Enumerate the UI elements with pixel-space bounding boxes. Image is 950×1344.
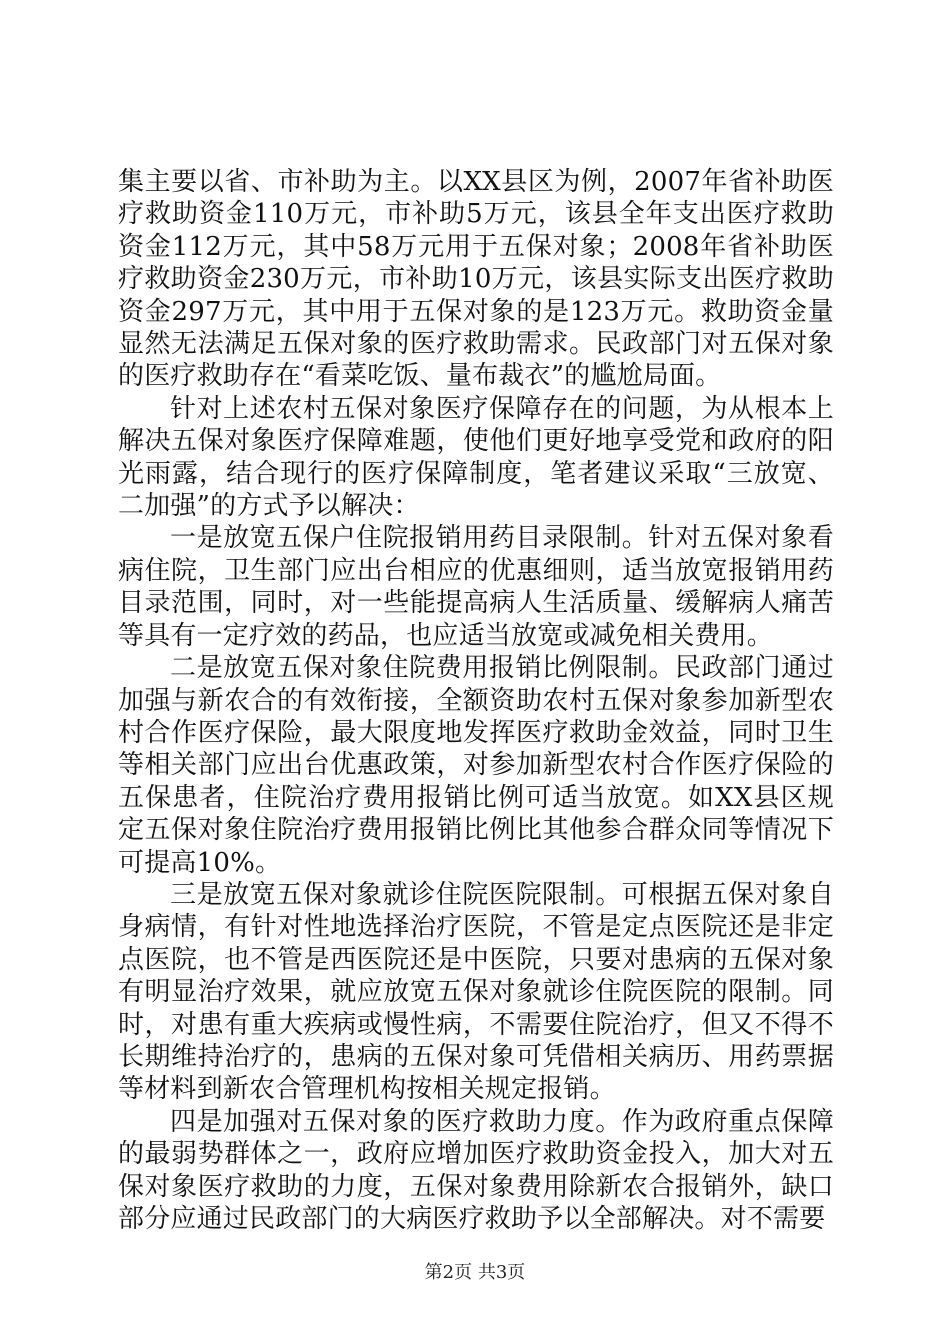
paragraph-continued: 集主要以省、市补助为主。以XX县区为例，2007年省补助医疗救助资金110万元，市补助5万元，该县全年支出医疗救助资金112万元，其中58万元用于五保对象；2008年省补助医疗救助资金230万元，市补助10万元，该县实际支出医疗救助资金297万元，其中用于五保对象的是123万元。救助资金量显然无法满足五保对象的医疗救助需求。民政部门对五保对象的医疗救助存在“看菜吃饭、量布裁衣”的尴尬局面。 — [118, 167, 834, 392]
paragraph-point-three: 三是放宽五保对象就诊住院医院限制。可根据五保对象自身病情，有针对性地选择治疗医院，不管是定点医院还是非定点医院，也不管是西医院还是中医院，只要对患病的五保对象有明显治疗效果，就应放宽五保对象就诊住院医院的限制。同时，对患有重大疾病或慢性病，不需要住院治疗，但又不得不长期维持治疗的，患病的五保对象可凭借相关病历、用药票据等材料到新农合管理机构按相关规定报销。 — [118, 879, 834, 1105]
paragraph-proposal-intro: 针对上述农村五保对象医疗保障存在的问题，为从根本上解决五保对象医疗保障难题，使他们更好地享受党和政府的阳光雨露，结合现行的医疗保障制度，笔者建议采取“三放宽、二加强”的方式予以解决： — [118, 393, 834, 522]
paragraph-point-two: 二是放宽五保对象住院费用报销比例限制。民政部门通过加强与新农合的有效衔接，全额资助农村五保对象参加新型农村合作医疗保险，最大限度地发挥医疗救助金效益，同时卫生等相关部门应出台优惠政策，对参加新型农村合作医疗保险的五保患者，住院治疗费用报销比例可适当放宽。如XX县区规定五保对象住院治疗费用报销比例比其他参合群众同等情况下可提高10%。 — [118, 653, 834, 878]
page-number-footer: 第2页 共3页 — [424, 1262, 526, 1283]
paragraph-point-four: 四是加强对五保对象的医疗救助力度。作为政府重点保障的最弱势群体之一，政府应增加医疗救助资金投入，加大对五保对象医疗救助的力度，五保对象费用除新农合报销外，缺口部分应通过民政部门的大病医疗救助予以全部解决。对不需要 — [118, 1106, 834, 1234]
document-body — [118, 166, 834, 1235]
paragraph-point-one: 一是放宽五保户住院报销用药目录限制。针对五保对象看病住院，卫生部门应出台相应的优惠细则，适当放宽报销用药目录范围，同时，对一些能提高病人生活质量、缓解病人痛苦等具有一定疗效的药品，也应适当放宽或减免相关费用。 — [118, 523, 834, 651]
